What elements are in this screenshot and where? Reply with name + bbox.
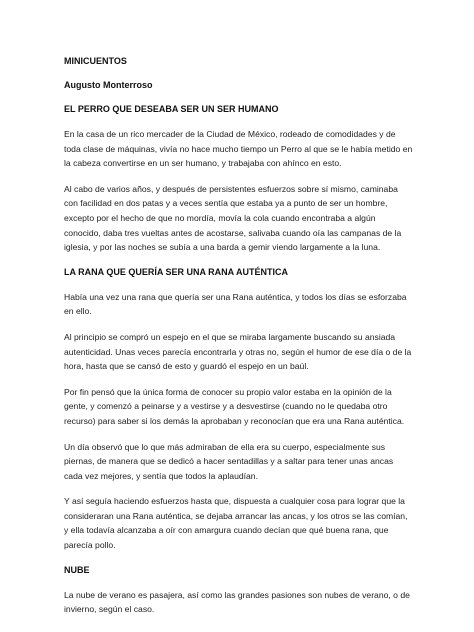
story-paragraph: Al cabo de varios años, y después de persistentes esfuerzos sobre sí mismo, caminaba con facilidad en dos patas y a veces sentía que estaba ya a punto de ser un hombre, excepto por el hecho de que no mordía, movía la cola cuando encontraba a algún conocido, daba tres vueltas antes de acostarse, salivaba cuando oía las campanas de la iglesia, y por las noches se subía a una barda a gemir viendo largamente a la luna. [64,183,402,253]
story-paragraph: Y así seguía haciendo esfuerzos hasta que, dispuesta a cualquier cosa para lograr que la consideraran una Rana auténtica, se dejaba arrancar las ancas, y los otros se las comían, y ella todavía alcanzaba a oír con amargura cuando decían que qué buena rana, que parecía pollo. [64,496,408,551]
story-paragraph: En la casa de un rico mercader de la Ciudad de México, rodeado de comodidades y de toda clase de máquinas, vivía no hace mucho tiempo un Perro al que se le había metido en la cabeza convertirse en un ser humano, y trabajaba con ahínco en esto. [64,129,413,169]
story-paragraph: Por fin pensó que la única forma de conocer su propio valor estaba en la opinión de la gente, y comenzó a peinarse y a vestirse y a desvestirse (cuando no le quedaba otro recurso) para saber si los demás la aprobaban y reconocían que era una Rana auténtica. [64,386,405,426]
story-title: NUBE [64,564,90,575]
collection-title: MINICUENTOS [64,56,127,66]
story-title: EL PERRO QUE DESEABA SER UN SER HUMANO [64,104,279,114]
story-paragraph: Había una vez una rana que quería ser una Rana auténtica, y todos los días se esforzaba en ello. [64,291,407,317]
document-body [64,55,414,628]
story-paragraph: Al principio se compró un espejo en el que se miraba largamente buscando su ansiada autenticidad. Unas veces parecía encontrarla y otras no, según el humor de ese día o de la hora, hasta que se cansó de esto y guardó el espejo en un baúl. [64,331,412,372]
story-paragraph: Un día observó que lo que más admiraban de ella era su cuerpo, especialmente sus piernas, de manera que se dedicó a hacer sentadillas y a saltar para tener unas ancas cada vez mejores, y sentía que todos la aplaudían. [64,441,394,481]
story-title: LA RANA QUE QUERÍA SER UNA RANA AUTÉNTICA [64,266,288,277]
story-paragraph: La nube de verano es pasajera, así como las grandes pasiones son nubes de verano, o de invierno, según el caso. [64,589,410,615]
author-name: Augusto Monterroso [64,80,153,90]
